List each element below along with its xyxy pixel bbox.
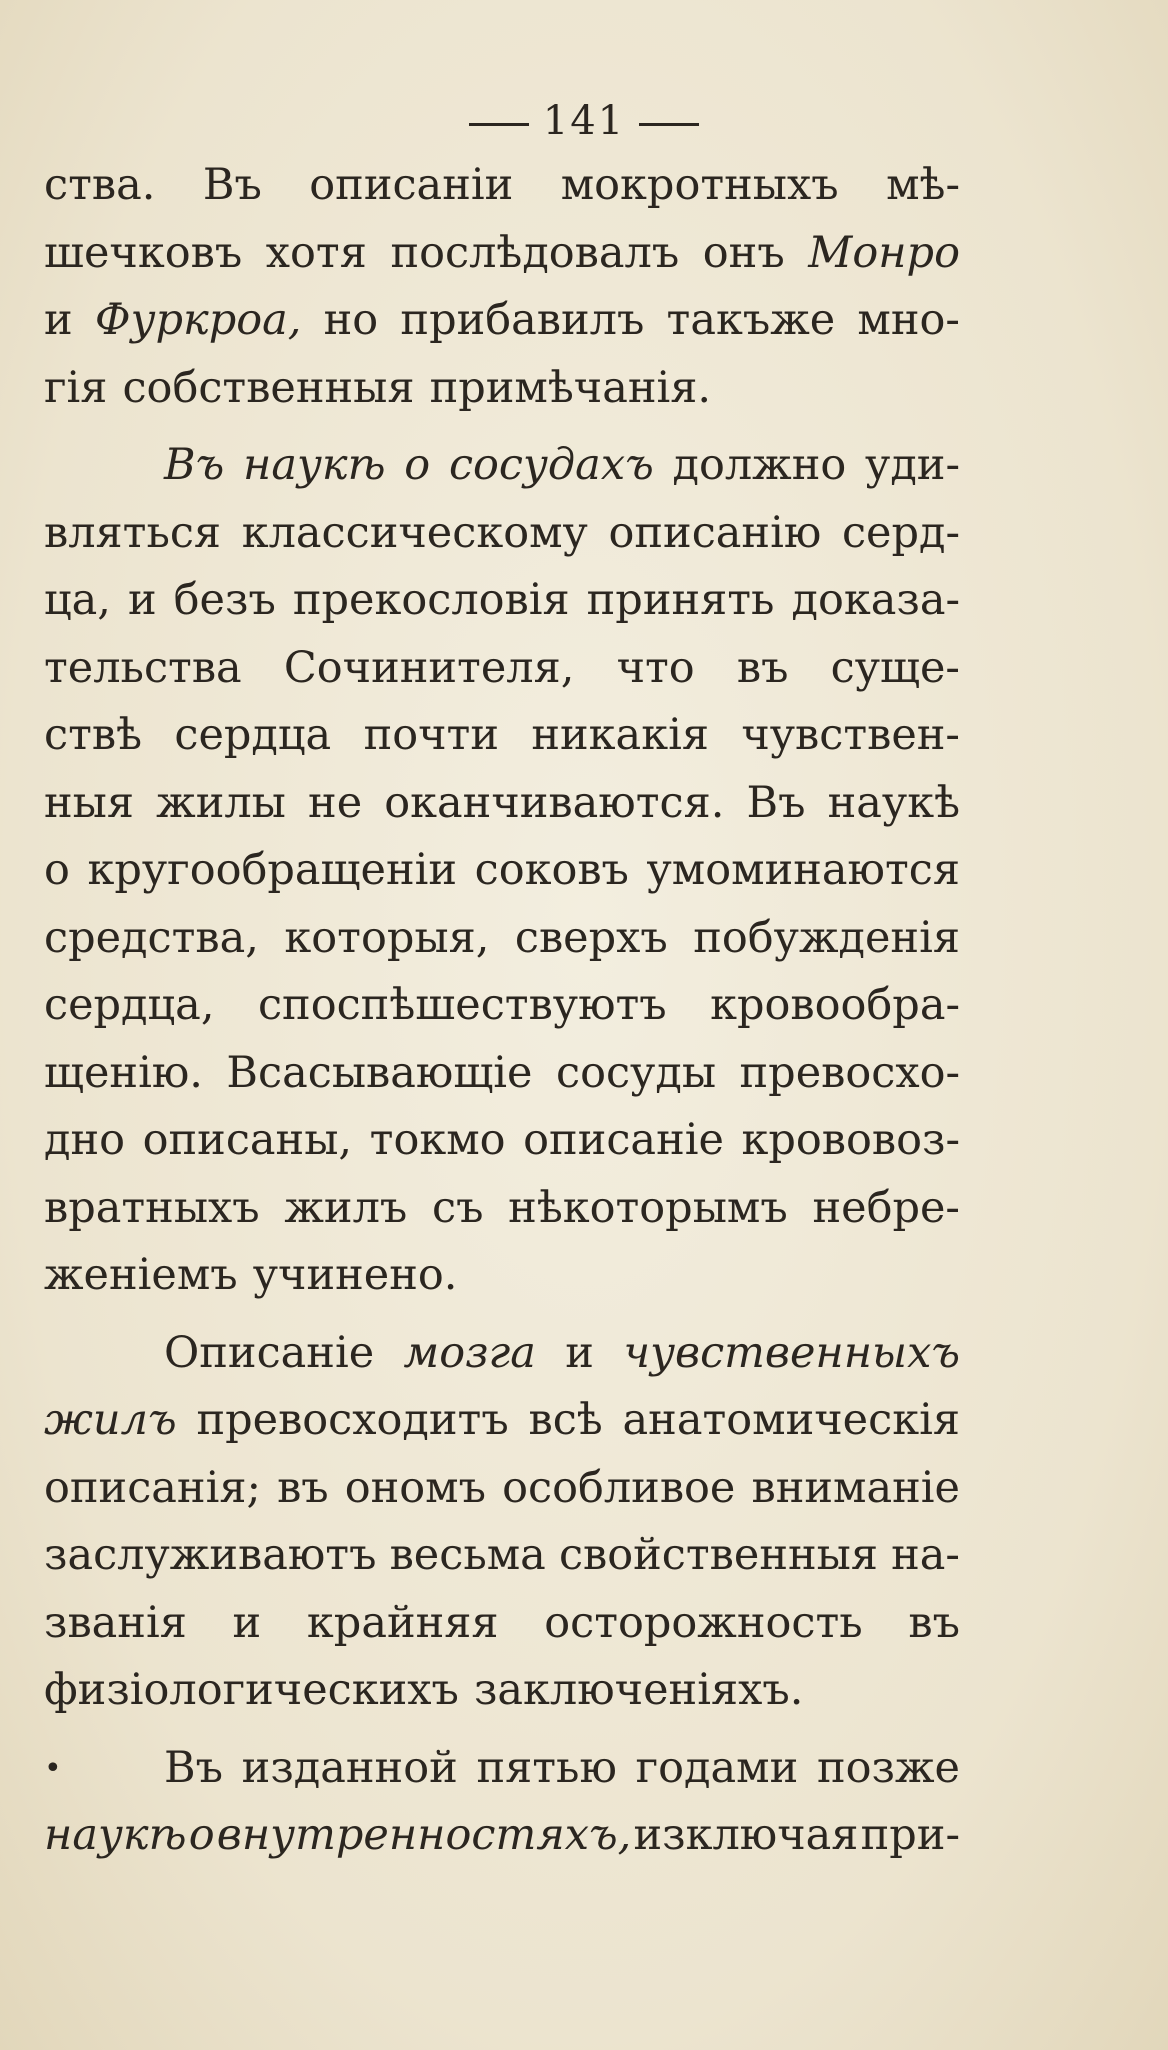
word: суще- — [830, 642, 960, 693]
page-number: 141 — [542, 98, 626, 144]
text-line — [44, 1387, 960, 1455]
word: прекословія — [292, 575, 570, 625]
word: мозга — [403, 1327, 536, 1378]
word: ствѣ — [44, 710, 143, 760]
word: чувствен- — [741, 710, 960, 760]
word: Фуркроа, — [94, 295, 302, 345]
word: уди- — [865, 440, 960, 490]
word: но — [323, 295, 379, 345]
word: почти — [363, 710, 499, 760]
word: крововоз- — [741, 1115, 960, 1165]
text-line — [44, 1320, 960, 1388]
word: Въ — [164, 1742, 223, 1793]
word: званія — [44, 1597, 187, 1648]
word: послѣдовалъ — [390, 227, 680, 278]
text-line — [44, 567, 960, 635]
word: изданной — [241, 1742, 458, 1793]
page-header — [0, 98, 1168, 144]
word: шечковъ — [44, 227, 243, 278]
word: жилъ — [44, 1395, 177, 1445]
word: умоминаются — [646, 845, 960, 895]
word: свойственныя — [558, 1530, 878, 1580]
word: физіологическихъ — [44, 1665, 459, 1715]
word: оканчиваются. — [384, 777, 725, 828]
word: Описаніе — [164, 1327, 375, 1378]
word: заключеніяхъ. — [473, 1665, 804, 1715]
word: щенію. — [44, 1047, 203, 1098]
word: безъ — [173, 575, 276, 625]
word: споспѣшествуютъ — [257, 980, 667, 1030]
text-line — [44, 1107, 960, 1175]
word: и — [565, 1327, 594, 1378]
word: годами — [635, 1742, 799, 1793]
word: Въ — [202, 160, 262, 210]
word: превосхо- — [739, 1047, 960, 1098]
word: ономъ — [344, 1462, 486, 1513]
word: никакія — [531, 710, 709, 760]
text-line — [44, 635, 960, 703]
text-line — [44, 1175, 960, 1243]
word: наукѣ — [44, 1810, 187, 1860]
word: нѣкоторымъ — [508, 1182, 788, 1233]
text-line — [44, 770, 960, 838]
word: хотя — [265, 227, 367, 278]
text-line — [44, 1657, 960, 1725]
text-line — [44, 1522, 960, 1590]
word: учинено. — [252, 1250, 458, 1300]
word: ныя — [44, 777, 135, 828]
word: дно — [44, 1115, 126, 1165]
word: что — [616, 642, 695, 693]
word: и — [232, 1597, 262, 1648]
word: ства. — [44, 160, 156, 210]
word: позже — [816, 1742, 960, 1793]
word: прибавилъ — [400, 295, 645, 345]
word: такъже — [666, 295, 836, 345]
word: въ — [736, 642, 789, 693]
word: токмо — [369, 1115, 506, 1165]
word: вниманіе — [751, 1462, 960, 1513]
word: вляться — [44, 507, 222, 558]
word: которыя, — [284, 912, 490, 963]
word: сверхъ — [514, 912, 668, 963]
word: внутренностяхъ, — [216, 1810, 632, 1860]
word: о — [404, 440, 431, 490]
word: превосходитъ — [196, 1395, 509, 1445]
word: мѣ- — [886, 160, 960, 210]
text-line — [44, 220, 960, 288]
word: Въ — [746, 777, 806, 828]
word: въ — [908, 1597, 960, 1648]
word: весьма — [389, 1530, 546, 1580]
word: всѣ — [528, 1395, 603, 1445]
body-text — [44, 152, 960, 1870]
word: заслуживаютъ — [44, 1530, 377, 1580]
word: собственныя — [122, 362, 415, 413]
text-line — [44, 287, 960, 355]
text-line — [44, 355, 960, 423]
word: на- — [891, 1530, 960, 1580]
text-line — [44, 1242, 960, 1310]
word: наукѣ — [243, 440, 386, 490]
word: описаніи — [309, 160, 514, 210]
text-line — [44, 905, 960, 973]
text-line — [44, 152, 960, 220]
header-dash-right — [639, 123, 699, 126]
word: ца, — [44, 575, 111, 625]
text-line — [44, 972, 960, 1040]
word: классическому — [241, 507, 588, 558]
word: кровообра- — [710, 980, 960, 1030]
word: крайняя — [306, 1597, 499, 1648]
word: сосуды — [555, 1047, 717, 1098]
word: сердца, — [44, 980, 215, 1030]
word: не — [308, 777, 363, 828]
word: доказа- — [791, 575, 960, 625]
word: о — [188, 1810, 215, 1860]
word: описаніе — [523, 1115, 724, 1165]
word: серд- — [841, 507, 960, 558]
text-line — [44, 837, 960, 905]
word: жилъ — [284, 1182, 408, 1233]
word: и — [44, 295, 73, 345]
word: Монро — [808, 227, 960, 278]
word: пятью — [476, 1742, 617, 1793]
text-line — [44, 702, 960, 770]
word: Сочинителя, — [283, 642, 575, 693]
word: описанію — [608, 507, 822, 558]
word: о — [44, 845, 70, 895]
word: особливое — [502, 1462, 736, 1513]
word: анатомическія — [622, 1395, 960, 1445]
header-dash-left — [469, 123, 529, 126]
word: небре- — [812, 1182, 960, 1233]
word: при- — [860, 1810, 960, 1860]
text-line — [44, 1590, 960, 1658]
word: осторожность — [544, 1597, 863, 1648]
word: принять — [586, 575, 775, 625]
text-line — [44, 1735, 960, 1803]
word: съ — [431, 1182, 484, 1233]
word: Въ — [164, 440, 225, 490]
word: соковъ — [474, 845, 629, 895]
text-line — [44, 432, 960, 500]
word: онъ — [702, 227, 785, 278]
word: тельства — [44, 642, 242, 693]
word: вратныхъ — [44, 1182, 260, 1233]
word: примѣчанія. — [429, 362, 712, 413]
word: чувственныхъ — [623, 1327, 960, 1378]
word: сосудахъ — [448, 440, 654, 490]
word: побужденія — [693, 912, 960, 963]
word: Всасывающіе — [226, 1047, 533, 1098]
word: женіемъ — [44, 1250, 238, 1300]
word: гія — [44, 362, 108, 413]
word: описаны, — [142, 1115, 353, 1165]
text-line — [44, 1040, 960, 1108]
word: сердца — [174, 710, 332, 760]
word: описанія; — [44, 1462, 261, 1513]
word: должно — [672, 440, 847, 490]
word: кругообращеніи — [87, 845, 458, 895]
word: жилы — [156, 777, 286, 828]
bullet-mark: • — [44, 1750, 62, 1786]
word: наукѣ — [827, 777, 960, 828]
text-line — [44, 500, 960, 568]
word: и — [127, 575, 157, 625]
word: мно- — [857, 295, 960, 345]
word: мокротныхъ — [560, 160, 839, 210]
word: изключая — [633, 1810, 859, 1860]
word: средства, — [44, 912, 259, 963]
text-line — [44, 1802, 960, 1870]
text-line — [44, 1455, 960, 1523]
word: въ — [277, 1462, 329, 1513]
